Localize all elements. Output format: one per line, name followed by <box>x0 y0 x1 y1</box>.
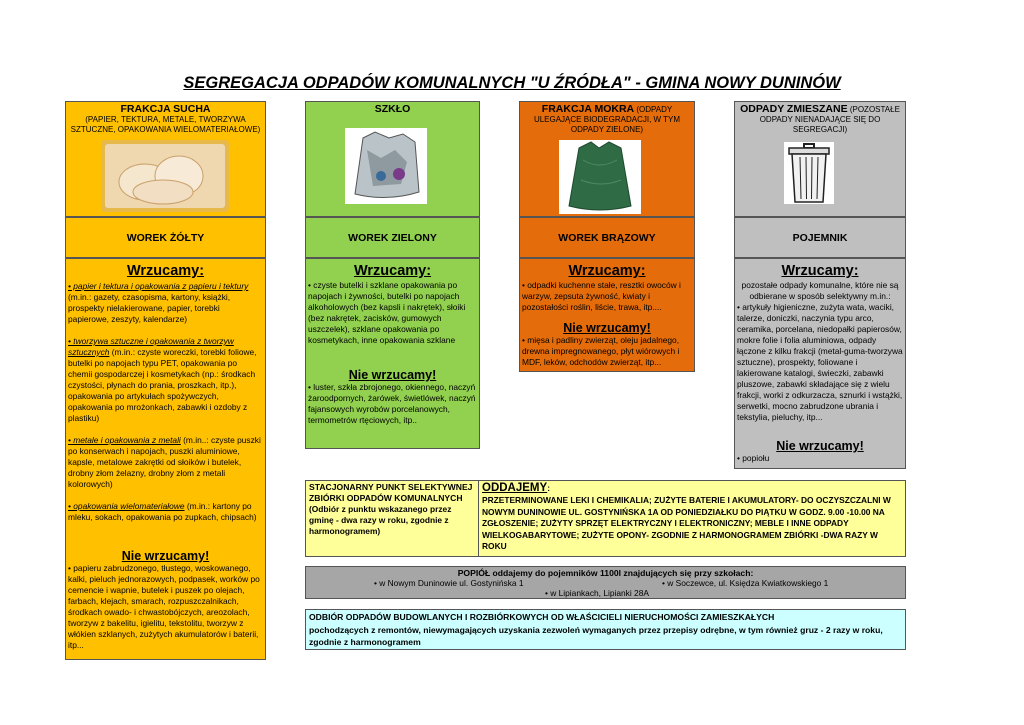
item-metal <box>68 435 263 490</box>
szklo-body <box>305 258 480 449</box>
nie-wrzucamy-heading-2: Nie wrzucamy! <box>348 368 437 382</box>
glass-bag-image <box>345 128 427 204</box>
trash-can-image <box>784 142 834 204</box>
pszok-subtitle: (Odbiór z punktu wskazanego przez gminę - dwa razy w roku, zgodnie z harmonogramem) <box>309 504 452 536</box>
item-paper-title: • papier i tektura i opakowania z papieru i tektury <box>68 281 249 291</box>
oddajemy-heading: ODDAJEMY <box>482 482 548 494</box>
pszok-title: STACJONARNY PUNKT SELEKTYWNEJ ZBIÓRKI ODPADÓW KOMUNALNYCH <box>309 482 473 503</box>
frakcja-mokra-subtitle: ULEGAJĄCE BIODEGRADACJI, W TYM ODPADY ZIELONE) <box>533 115 681 134</box>
pszok-box <box>305 480 906 557</box>
oddajemy-colon: : <box>547 483 550 493</box>
budowlane-body: pochodzących z remontów, niewymagających uzyskania zezwoleń wymaganych przez przepisy odrębne, w tym również gruz - 2 razy w roku, zgodnie z harmonogramem <box>309 624 883 647</box>
wrzucamy-heading-1: Wrzucamy: <box>126 263 205 279</box>
worek-brazowy-label: WOREK BRĄZOWY <box>519 217 695 258</box>
odpady-zmieszane-body <box>734 258 906 469</box>
pszok-left <box>306 481 479 556</box>
popiol-box <box>305 566 906 599</box>
pojemnik-label: POJEMNIK <box>734 217 906 258</box>
oddajemy-list: PRZETERMINOWANE LEKI I CHEMIKALIA; ZUŻYTE BATERIE I AKUMULATORY- DO OCZYSZCZALNI W NOWYM DUNINOWIE UL. GOSTYNIŃSKA 1A OD PONIEDZIAŁKU DO PIĄTKU W GODZ. 9.00 -10.00 NA ZGŁOSZENIE; ZUŻYTY SPRZĘT ELEKTRYCZNY I ELEKTRONICZNY; MEBLE I INNE ODPADY WIELKOGABARYTOWE; ZUŻYTE OPONY- ZGODNIE Z HARMONOGRAMEM ZBIÓRKI -DWA RAZY W ROKU <box>482 495 891 552</box>
odpady-zmieszane-subtitle: ODPADY NIENADAJĄCE SIĘ DO SEGREGACJI) <box>759 115 881 134</box>
item-paper-desc: (m.in.: gazety, czasopisma, kartony, książki, prospekty nielakierowane, papier, torebki papierowe, zeszyty, kalendarze) <box>68 292 231 324</box>
paper-waste-image <box>101 140 229 212</box>
budowlane-box <box>305 609 906 650</box>
popiol-title: POPIÓŁ oddajemy do pojemników 1100l znajdujących się przy szkołach: <box>457 568 754 578</box>
item-plastic <box>68 336 263 424</box>
szklo-title: SZKŁO <box>374 103 411 115</box>
wrzucamy-heading-3: Wrzucamy: <box>568 263 646 279</box>
wrzucamy-list-2: • czyste butelki i szklane opakowania po napojach i żywności, butelki po napojach alkoholowych (bez kapsli i nakrętek), słoiki (bez nakrętek, zacisków, gumowych uszczelek), szklane opakowania po kosmetykach, inne opakowania szklane <box>308 280 466 345</box>
brown-bag-image <box>559 140 641 214</box>
item-metal-title: • metale i opakowania z metali <box>68 435 181 445</box>
frakcja-sucha-subtitle: (PAPIER, TEKTURA, METALE, TWORZYWA SZTUCZNE, OPAKOWANIA WIELOMATERIAŁOWE) <box>70 115 261 134</box>
frakcja-sucha-title: FRAKCJA SUCHA <box>120 103 211 115</box>
item-multimaterial <box>68 501 263 523</box>
worek-zolty-label: WOREK ŻÓŁTY <box>65 217 266 258</box>
frakcja-mokra-title-rest: (ODPADY <box>634 105 673 114</box>
school-2: • w Soczewce, ul. Księdza Kwiatkowskiego 1 <box>662 578 829 588</box>
item-multimaterial-desc: (m.in.: kartony po mleku, sokach, opakowania po zupkach, chipsach) <box>68 501 257 522</box>
item-metal-desc: (m.in..: czyste puszki po konserwach i napojach, puszki aluminiowe, kapsle, metalowe zakrętki od słoików i butelek, drobny złom żelazny, drobny złom z metali kolorowych) <box>68 435 261 489</box>
nie-wrzucamy-heading-4: Nie wrzucamy! <box>776 439 864 453</box>
nie-wrzucamy-list-4: • popiołu <box>737 453 770 463</box>
item-plastic-title: • tworzywa sztuczne i opakowania z tworzyw sztucznych <box>68 336 234 357</box>
worek-zielony-label: WOREK ZIELONY <box>305 217 480 258</box>
frakcja-mokra-body <box>519 258 695 372</box>
nie-wrzucamy-list-2: • luster, szkła zbrojonego, okiennego, naczyń żaroodpornych, żarówek, świetlówek, naczyń fajansowych wyrobów porcelanowych, termometrów rtęciowych, itp.. <box>308 382 476 425</box>
wrzucamy-list-4: • artykuły higieniczne, zużyta wata, waciki, talerze, doniczki, naczynia typu arco, ceramika, porcelana, niedopałki papierosów, mokre folie i folia aluminiowa, odpady łączone z kilku frakcji (metal-guma-tworzywa sztuczne), prospekty, foliowane i lakierowane katalogi, świeczki, zabawki pluszowe, zabawki składające się z wielu frakcji, worki z odkurzacza, sznurki i wstążki, serwetki, mocno zabrudzone ubrania i tekstylia, pieluchy, itp... <box>737 302 903 422</box>
nie-wrzucamy-list-3: • mięsa i padliny zwierząt, oleju jadalnego, drewna impregnowanego, płyt wiórowych i MDF, leków, odchodów zwierząt, itp... <box>522 335 680 367</box>
item-paper <box>68 281 263 325</box>
wrzucamy-list-3: • odpadki kuchenne stałe, resztki owoców i warzyw, zepsuta żywność, kwiaty i pozostałości roślin, liście, trawa, itp.... <box>522 280 681 312</box>
nie-wrzucamy-list-1: • papieru zabrudzonego, tłustego, woskowanego, kalki, pieluch jednorazowych, podpasek, worków po cemencie i wapnie, butelek i puszek po olejach, farbach, klejach, smarach, rozpuszczalnikach, środkach owado- i chwastobójczych, areozolach, tworzyw z bakelitu, igielitu, tekstolitu, tworzyw z włókien szklanych, zużytych akumulatorów i baterii, itp... <box>68 563 260 650</box>
wrzucamy-heading-2: Wrzucamy: <box>353 263 432 279</box>
odpady-zmieszane-title: ODPADY ZMIESZANE <box>740 103 848 115</box>
wrzucamy-heading-4: Wrzucamy: <box>781 263 859 279</box>
nie-wrzucamy-heading-1: Nie wrzucamy! <box>121 549 210 563</box>
item-multimaterial-title: • opakowania wielomateriałowe <box>68 501 185 511</box>
school-1: • w Nowym Duninowie ul. Gostynińska 1 <box>374 578 524 588</box>
page-title: SEGREGACJA ODPADÓW KOMUNALNYCH "U ŹRÓDŁA" - GMINA NOWY DUNINÓW <box>183 74 841 92</box>
school-3: • w Lipiankach, Lipianki 28A <box>545 588 649 598</box>
odpady-zmieszane-title-rest: (POZOSTAŁE <box>847 105 900 114</box>
item-plastic-desc: (m.in.: czyste woreczki, torebki foliowe, butelki po napojach typu PET, opakowania po chemii gospodarczej i kosmetykach (np.: środkach czystości, płynach do prania, proszkach, itp.), opakowania po artykułach spożywczych, opakowania po mrożonkach, zabawki i ozdoby z plastiku) <box>68 347 257 423</box>
wrzucamy-intro-4: pozostałe odpady komunalne, które nie są odbierane w sposób selektywny m.in.: <box>741 280 899 301</box>
budowlane-title: ODBIÓR ODPADÓW BUDOWLANYCH I ROZBIÓRKOWYCH OD WŁAŚCICIELI NIERUCHOMOŚCI ZAMIESZKAŁYCH <box>309 612 775 622</box>
frakcja-mokra-title: FRAKCJA MOKRA <box>541 103 635 115</box>
pszok-right <box>479 481 905 556</box>
nie-wrzucamy-heading-3: Nie wrzucamy! <box>563 321 651 335</box>
frakcja-sucha-body <box>65 258 266 660</box>
